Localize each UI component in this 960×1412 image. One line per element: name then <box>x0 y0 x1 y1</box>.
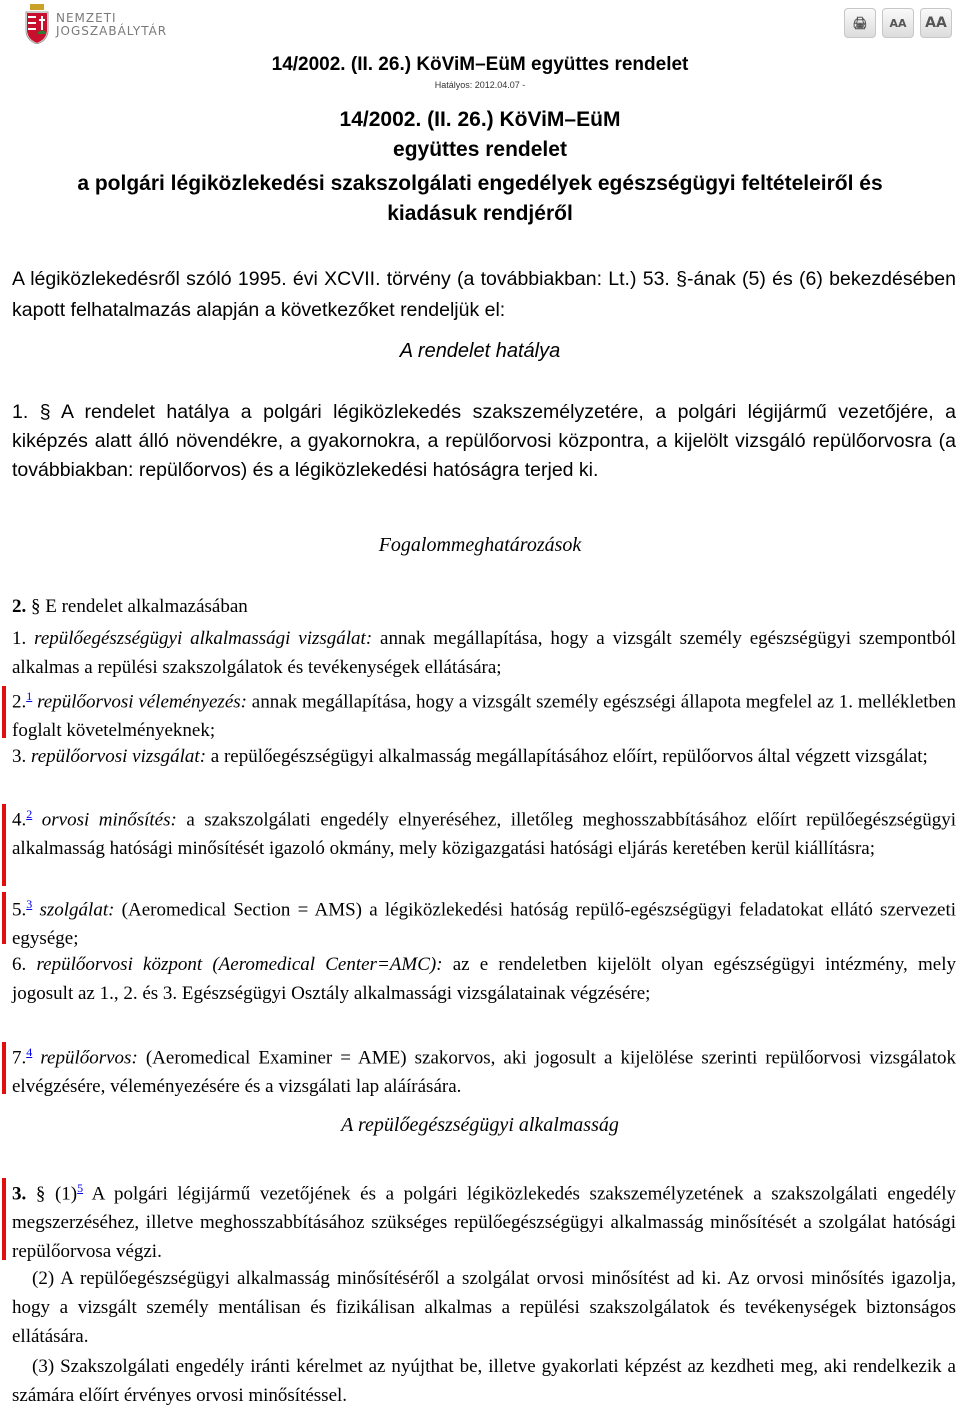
logo-line-1: NEMZETI <box>56 11 117 25</box>
printer-icon: 🖨 <box>852 16 868 30</box>
definition-text: a repülőegészségügyi alkalmasság megállapításához előírt, repülőorvos által végzett vizsgálat; <box>206 746 928 767</box>
definition-term: repülőorvosi központ (Aeromedical Center=AMC): <box>36 954 443 975</box>
font-larger-icon: AA <box>925 15 947 31</box>
document-header-title: 14/2002. (II. 26.) KöViM–EüM együttes rendelet <box>271 54 689 75</box>
footnote-link[interactable]: 1 <box>26 689 33 703</box>
paragraph-3-sub-3: (3) Szakszolgálati engedély iránti kérelmet az nyújthat be, illetve gyakorlati képzést az kezdheti meg, aki rendelkezik a számára előírt érvényes orvosi minősítéssel. <box>12 1356 956 1406</box>
print-button[interactable] <box>844 8 876 38</box>
paragraph-1-number: 1. <box>12 401 40 423</box>
toolbar <box>844 8 952 38</box>
footnote-link[interactable]: 2 <box>26 807 33 821</box>
heading-line-4: kiadásuk rendjéről <box>387 202 573 225</box>
paragraph-3-sub-2: (2) A repülőegészségügyi alkalmasság minősítéséről a szolgálat orvosi minősítést ad ki. Az orvosi minősítés igazolja, hogy a vizsgált személy mentálisan és fizikálisan alkalmas a repülési szakszolgálatok és tevékenységek biztonságos ellátására. <box>12 1268 956 1347</box>
definition-2 <box>12 682 956 745</box>
section-title-fogalom: Fogalommeghatározások <box>378 534 582 556</box>
footnote-link[interactable]: 4 <box>26 1045 33 1059</box>
definition-term: repülőorvosi vizsgálat: <box>31 746 207 767</box>
definition-3 <box>12 742 956 771</box>
definition-number: 1. <box>12 628 35 649</box>
heading-line-2: együttes rendelet <box>393 138 567 161</box>
paragraph-2-intro-text: E rendelet alkalmazásában <box>40 596 248 617</box>
definition-5 <box>12 890 956 953</box>
section-sign[interactable]: § <box>31 596 41 617</box>
paragraph-3-sub-1 <box>12 1174 956 1266</box>
definition-6 <box>12 950 956 1008</box>
amendment-marker <box>2 892 6 944</box>
section-title-alkalmassag: A repülőegészségügyi alkalmasság <box>341 1114 619 1136</box>
subsection-number: (1) <box>45 1183 78 1205</box>
font-smaller-button[interactable] <box>882 8 914 38</box>
logo-text <box>56 12 167 38</box>
font-larger-button[interactable] <box>920 8 952 38</box>
preamble-text-2: -ának (5) és (6) bekezdésében kapott felhatalmazás alapján a következőket rendeljük el: <box>12 268 956 321</box>
definition-term: szolgálat: <box>32 899 115 921</box>
definition-term: repülőegészségügyi alkalmassági vizsgálat: <box>34 628 373 649</box>
section-sign[interactable]: § <box>35 1183 46 1205</box>
paragraph-3-number: 3. <box>12 1183 36 1205</box>
definition-text: annak megállapítása, hogy a vizsgált személy egészségügyi szempontból alkalmas a repülési szakszolgálatok és tevékenységek ellátására; <box>12 628 956 678</box>
heading-line-1: 14/2002. (II. 26.) KöViM–EüM <box>339 108 621 131</box>
section-sign[interactable]: § <box>39 401 51 423</box>
definition-text: az e rendeletben kijelölt olyan egészségügyi intézmény, mely jogosult az 1., 2. és 3. Egészségügyi Osztály alkalmassági vizsgálatainak végzésére; <box>12 954 956 1004</box>
definition-number: 6. <box>12 954 37 975</box>
definition-text: (Aeromedical Section = AMS) a légiközlekedési hatóság repülő-egészségügyi feladatokat ellátó szervezeti egysége; <box>12 899 956 950</box>
section-sign[interactable]: § <box>676 268 687 290</box>
amendment-marker <box>2 1178 6 1260</box>
paragraph-1-text: A rendelet hatálya a polgári légiközlekedés szakszemélyzetére, a polgári légijármű vezetőjére, a kiképzés alatt álló növendékre, a gyakornokra, a repülőorvosi központra, a kijelölt vizsgáló repülőorvosra (a továbbiakban: repülőorvos) és a légiközlekedési hatóságra terjed ki. <box>12 401 956 481</box>
effective-date: Hatályos: 2012.04.07 - <box>434 80 526 90</box>
paragraph-1 <box>12 398 956 485</box>
definition-number: 4. <box>12 809 27 831</box>
definition-term: repülőorvos: <box>32 1047 138 1069</box>
subsection-text: A polgári légijármű vezetőjének és a polgári légiközlekedés szakszemélyzetének a szakszolgálati engedély megszerzéséhez, illetve meghosszabbításához szükséges repülőegészségügyi alkalmasság minősítését a szolgálat hatósági repülőorvosa végzi. <box>12 1183 956 1263</box>
font-smaller-icon: AA <box>889 16 907 30</box>
paragraph-2-number: 2. <box>12 596 31 617</box>
definition-text: a szakszolgálati engedély elnyeréséhez, illetőleg meghosszabbításához előírt repülőegészségügyi alkalmasság hatósági minősítését igazoló okmány, mely közigazgatási hatósági eljárás keretében kerül kiállításra; <box>12 809 956 860</box>
amendment-marker <box>2 804 6 886</box>
definition-number: 7. <box>12 1047 27 1069</box>
definition-number: 2. <box>12 691 27 713</box>
section-title-hataly: A rendelet hatálya <box>399 340 561 362</box>
definition-7 <box>12 1038 956 1101</box>
heading-line-3: a polgári légiközlekedési szakszolgálati engedélyek egészségügyi feltételeiről és <box>77 172 883 195</box>
definition-term: repülőorvosi véleményezés: <box>32 691 247 713</box>
preamble-text-1: A légiközlekedésről szóló 1995. évi XCVII. törvény (a továbbiakban: Lt.) 53. <box>12 268 677 290</box>
hungarian-crest-icon <box>24 4 50 44</box>
amendment-marker <box>2 686 6 738</box>
site-logo[interactable] <box>16 2 186 50</box>
definition-1 <box>12 624 956 682</box>
definition-term: orvosi minősítés: <box>32 809 177 831</box>
paragraph-2-intro <box>12 592 956 621</box>
preamble <box>12 264 956 326</box>
footnote-link[interactable]: 3 <box>26 897 33 911</box>
footnote-link[interactable]: 5 <box>77 1181 84 1195</box>
definition-text: (Aeromedical Examiner = AME) szakorvos, aki jogosult a kijelölése szerinti repülőorvosi vizsgálatok elvégzésére, véleményezésére és a vizsgálati lap aláírására. <box>12 1047 956 1098</box>
definition-4 <box>12 800 956 863</box>
logo-line-2: JOGSZABÁLYTÁR <box>56 24 168 38</box>
amendment-marker <box>2 1042 6 1094</box>
definition-number: 3. <box>12 746 31 767</box>
definition-text: annak megállapítása, hogy a vizsgált személy egészségi állapota megfelel az 1. mellékletben foglalt követelményeknek; <box>12 691 956 742</box>
definition-number: 5. <box>12 899 27 921</box>
